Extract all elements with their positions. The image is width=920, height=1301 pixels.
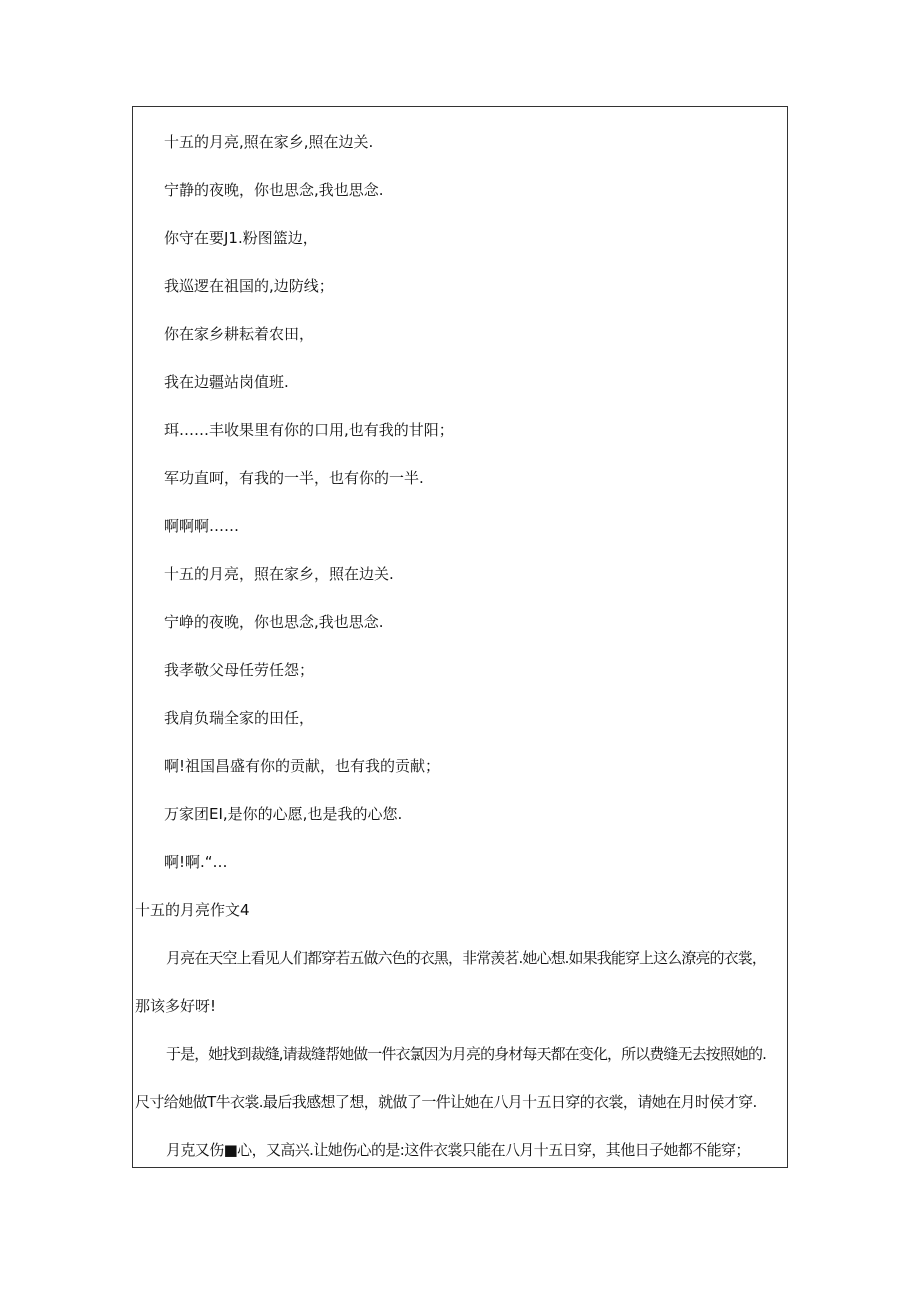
paragraph-line: 于是，她找到裁缝,请裁缝帮她做一件衣氯因为月亮的身材每天都在变化，所以费缝无去按照她的. xyxy=(166,1045,766,1063)
poem-line: 军功直呵，有我的一半，也有你的一半. xyxy=(164,469,424,487)
poem-line: 我在边疆站岗值班. xyxy=(164,373,289,391)
section-heading: 十五的月亮作文4 xyxy=(135,901,250,919)
poem-line: 我孝敬父母任劳任怨； xyxy=(164,661,315,679)
poem-line: 你守在要J1.粉图篮边， xyxy=(164,229,318,247)
poem-line: 啊啊啊…… xyxy=(164,517,240,535)
poem-line: 啊!啊.“… xyxy=(164,853,228,871)
poem-line: 我肩负瑞全家的田任， xyxy=(164,709,315,727)
poem-line: 你在家乡耕耘着农田， xyxy=(164,325,315,343)
paragraph-line: 那该多好呀! xyxy=(135,997,217,1015)
poem-line: 十五的月亮,照在家乡,照在边关. xyxy=(164,133,374,151)
poem-line: 珥……丰收果里有你的口用,也有我的甘阳； xyxy=(164,421,454,439)
paragraph-line: 尺寸给她做T牛衣裳.最后我感想了想，就做了一件让她在八月十五日穿的衣裳，请她在月时侯才穿. xyxy=(135,1093,757,1111)
paragraph-line: 月克又伤■心，又高兴.让她伤心的是:这件衣裳只能在八月十五日穿，其他日子她都不能穿； xyxy=(166,1141,750,1159)
poem-line: 万家团EI,是你的心愿,也是我的心您. xyxy=(164,805,403,823)
poem-line: 啊!祖国昌盛有你的贡献，也有我的贡献； xyxy=(164,757,441,775)
poem-line: 宁峥的夜晚，你也思念,我也思念. xyxy=(164,613,384,631)
poem-line: 宁静的夜晚，你也思念,我也思念. xyxy=(164,181,384,199)
document-frame xyxy=(132,106,788,1168)
poem-line: 十五的月亮，照在家乡，照在边关. xyxy=(164,565,394,583)
paragraph-line: 月亮在天空上看见人们都穿若五做六色的衣黑，非常羡茗.她心想.如果我能穿上这么潦亮的衣裳， xyxy=(166,949,766,967)
poem-line: 我巡逻在祖国的,边防线； xyxy=(164,277,334,295)
